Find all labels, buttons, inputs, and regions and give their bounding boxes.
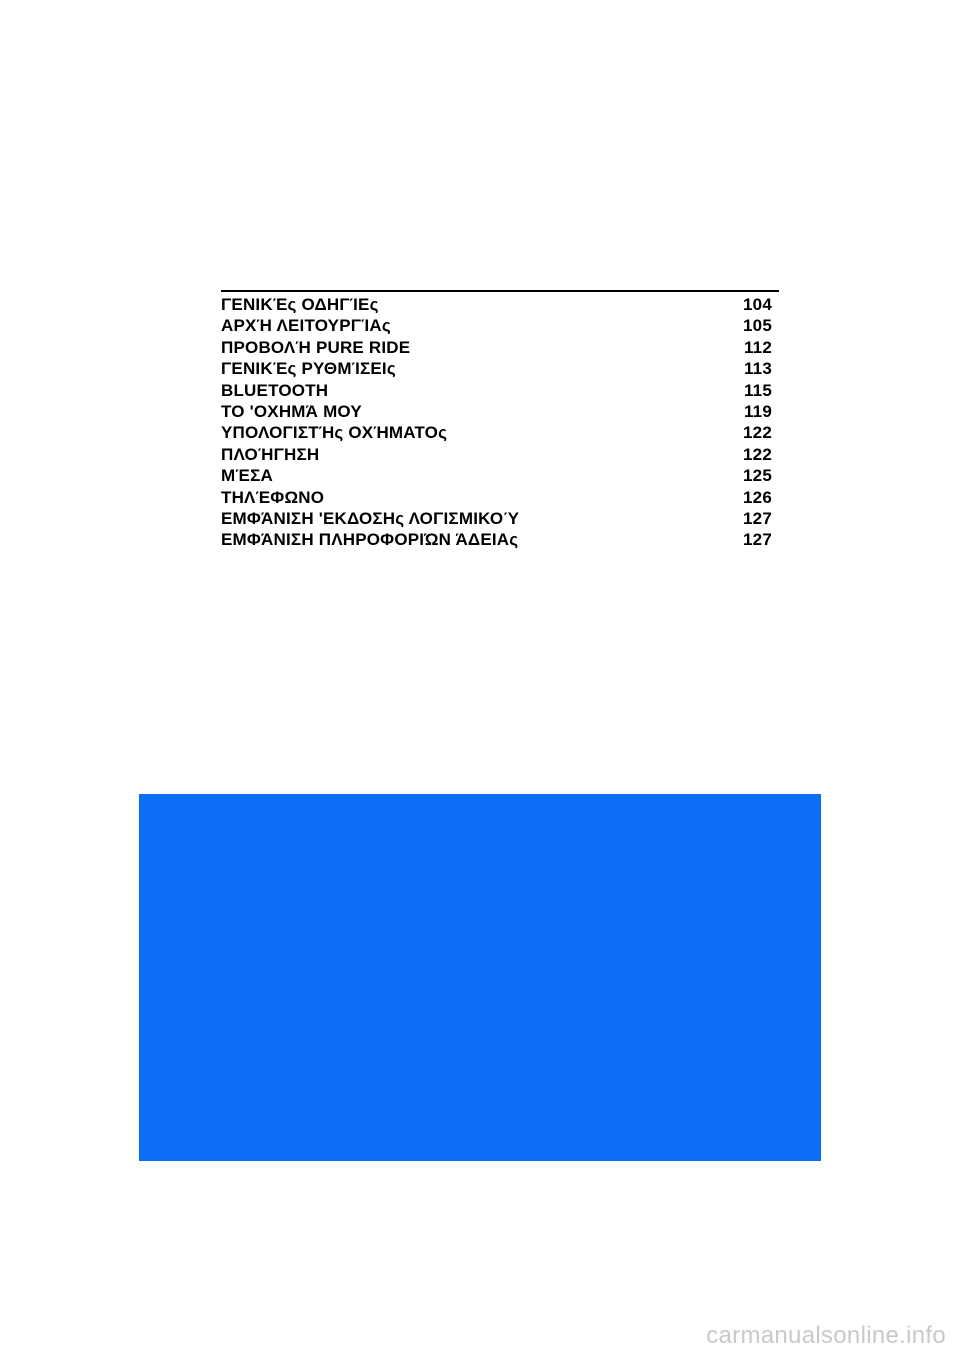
toc-entry[interactable] <box>221 423 779 444</box>
toc-entry-page-number: 125 <box>743 466 772 486</box>
toc-entry[interactable] <box>221 488 779 509</box>
blue-color-block <box>139 794 821 1161</box>
toc-entry-title: ΠΡΟΒΟΛΉ PURE RIDE <box>221 337 411 357</box>
toc-entry-page-number: 126 <box>743 487 772 507</box>
toc-entry[interactable] <box>221 359 779 380</box>
toc-entry[interactable] <box>221 530 779 551</box>
toc-entry-title: ΕΜΦΆΝΙΣΗ ΠΛΗΡΟΦΟΡΙΏΝ ΆΔΕΙΑς <box>221 530 519 550</box>
table-of-contents <box>221 290 779 552</box>
toc-entry-title: ΑΡΧΉ ΛΕΙΤΟΥΡΓΊΑς <box>221 316 391 336</box>
toc-entry[interactable] <box>221 509 779 530</box>
toc-entry-title: BLUETOOTH <box>221 380 329 400</box>
toc-entry[interactable] <box>221 466 779 487</box>
toc-entry[interactable] <box>221 445 779 466</box>
toc-entry-title: ΓΕΝΙΚΈς ΡΥΘΜΊΣΕΙς <box>221 359 396 379</box>
toc-entry-page-number: 104 <box>743 295 772 314</box>
toc-entry-page-number: 112 <box>743 337 772 357</box>
toc-entry[interactable] <box>221 402 779 423</box>
toc-entry-title: ΥΠΟΛΟΓΙΣΤΉς ΟΧΉΜΑΤΟς <box>221 423 448 443</box>
toc-entry-page-number: 119 <box>743 401 772 421</box>
toc-entry[interactable] <box>221 338 779 359</box>
toc-entry-page-number: 115 <box>743 380 772 400</box>
toc-entry-page-number: 122 <box>743 423 772 443</box>
toc-entry-title: ΤΟ 'ΟΧΗΜΆ ΜΟΥ <box>221 401 362 421</box>
toc-entry[interactable] <box>221 295 779 316</box>
toc-entry-title: ΓΕΝΙΚΈς ΟΔΗΓΊΕς <box>221 295 379 314</box>
toc-entry-page-number: 127 <box>743 530 772 550</box>
toc-entry-title: ΠΛΟΉΓΗΣΗ <box>221 444 320 464</box>
toc-entry-page-number: 113 <box>743 359 772 379</box>
toc-entry[interactable] <box>221 381 779 402</box>
toc-entry-title: ΜΈΣΑ <box>221 466 273 486</box>
toc-entry-page-number: 122 <box>743 444 772 464</box>
toc-entry[interactable] <box>221 316 779 337</box>
toc-entry-page-number: 105 <box>743 316 772 336</box>
toc-entry-title: ΤΗΛΈΦΩΝΟ <box>221 487 325 507</box>
toc-entry-title: ΕΜΦΆΝΙΣΗ 'ΕΚΔΟΣΗς ΛΟΓΙΣΜΙΚΟΎ <box>221 508 520 528</box>
toc-entry-page-number: 127 <box>743 508 772 528</box>
watermark-text: carmanualsonline.info <box>706 1322 946 1349</box>
